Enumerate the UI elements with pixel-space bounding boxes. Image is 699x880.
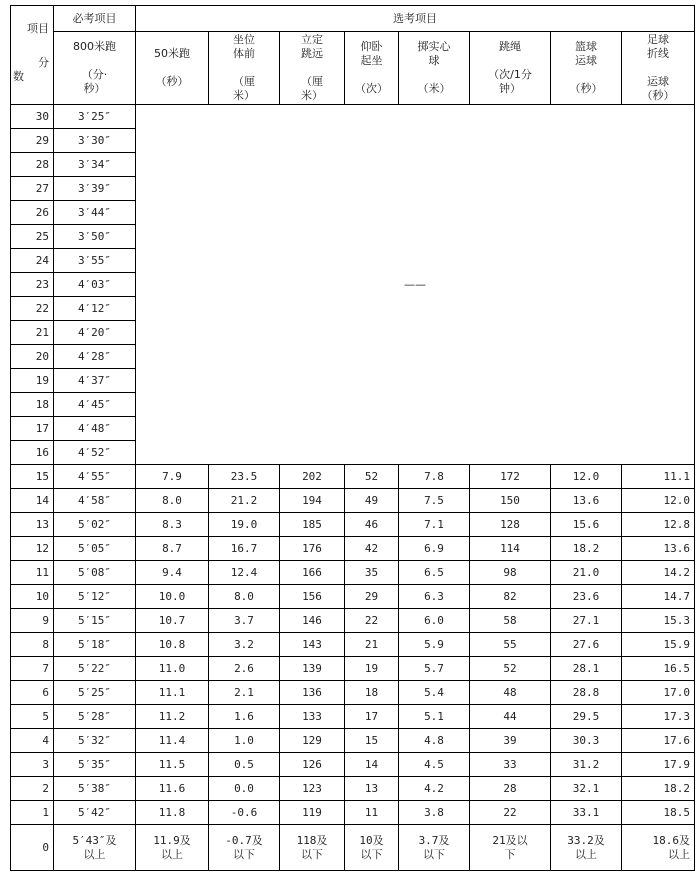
- run800-cell: 3′30″: [54, 129, 136, 153]
- table-row: [11, 489, 695, 513]
- value-cell: 5.1: [399, 705, 470, 729]
- value-cell: 23.5: [209, 465, 280, 489]
- score-cell: 19: [11, 369, 54, 393]
- value-cell: 14: [345, 753, 399, 777]
- score-cell: 26: [11, 201, 54, 225]
- value-cell: 11.5: [136, 753, 209, 777]
- value-cell: 22: [470, 801, 551, 825]
- value-cell: 7.1: [399, 513, 470, 537]
- value-cell: 13.6: [551, 489, 622, 513]
- value-cell: 14.2: [622, 561, 695, 585]
- score-cell: 14: [11, 489, 54, 513]
- column-header: 仰卧 起坐 （次）: [345, 32, 399, 105]
- column-header: 掷实心 球 （米）: [399, 32, 470, 105]
- value-cell: 13.6: [622, 537, 695, 561]
- value-cell: 7.9: [136, 465, 209, 489]
- value-cell: 8.3: [136, 513, 209, 537]
- value-cell: -0.6: [209, 801, 280, 825]
- score-cell: 15: [11, 465, 54, 489]
- table-row: [11, 513, 695, 537]
- value-cell: 12.0: [551, 465, 622, 489]
- score-cell: 18: [11, 393, 54, 417]
- run800-cell: 3′39″: [54, 177, 136, 201]
- column-header: 足球 折线 运球 （秒）: [622, 32, 695, 105]
- run800-cell: 5′38″: [54, 777, 136, 801]
- run800-cell: 5′12″: [54, 585, 136, 609]
- run800-cell: 4′45″: [54, 393, 136, 417]
- run800-cell: 5′43″及 以上: [54, 825, 136, 871]
- column-header: 篮球 运球 （秒）: [551, 32, 622, 105]
- score-cell: 2: [11, 777, 54, 801]
- value-cell: 17.6: [622, 729, 695, 753]
- value-cell: 58: [470, 609, 551, 633]
- table-row: [11, 729, 695, 753]
- value-cell: 29.5: [551, 705, 622, 729]
- value-cell: 114: [470, 537, 551, 561]
- score-cell: 5: [11, 705, 54, 729]
- value-cell: 5.7: [399, 657, 470, 681]
- value-cell: 118及 以下: [280, 825, 345, 871]
- score-cell: 4: [11, 729, 54, 753]
- run800-cell: 5′02″: [54, 513, 136, 537]
- score-cell: 21: [11, 321, 54, 345]
- value-cell: 133: [280, 705, 345, 729]
- value-cell: 185: [280, 513, 345, 537]
- value-cell: 4.5: [399, 753, 470, 777]
- value-cell: 15.6: [551, 513, 622, 537]
- value-cell: 3.7: [209, 609, 280, 633]
- table-row: [11, 777, 695, 801]
- value-cell: 194: [280, 489, 345, 513]
- value-cell: 0.5: [209, 753, 280, 777]
- run800-cell: 5′25″: [54, 681, 136, 705]
- value-cell: 6.0: [399, 609, 470, 633]
- value-cell: 12.0: [622, 489, 695, 513]
- run800-cell: 3′55″: [54, 249, 136, 273]
- run800-cell: 3′44″: [54, 201, 136, 225]
- value-cell: 28.1: [551, 657, 622, 681]
- value-cell: 18.5: [622, 801, 695, 825]
- value-cell: 11.6: [136, 777, 209, 801]
- not-applicable-cell: [136, 105, 695, 465]
- table-row: [11, 609, 695, 633]
- table-row: [11, 105, 695, 129]
- value-cell: 8.0: [136, 489, 209, 513]
- value-cell: 42: [345, 537, 399, 561]
- column-header: 800米跑 （分· 秒）: [54, 32, 136, 105]
- value-cell: 5.9: [399, 633, 470, 657]
- value-cell: 33.1: [551, 801, 622, 825]
- value-cell: 126: [280, 753, 345, 777]
- table-row: [11, 465, 695, 489]
- value-cell: 11.9及 以上: [136, 825, 209, 871]
- value-cell: 82: [470, 585, 551, 609]
- value-cell: 21及以 下: [470, 825, 551, 871]
- scoring-table: [10, 5, 695, 871]
- value-cell: 139: [280, 657, 345, 681]
- value-cell: 123: [280, 777, 345, 801]
- value-cell: 119: [280, 801, 345, 825]
- score-cell: 6: [11, 681, 54, 705]
- value-cell: 48: [470, 681, 551, 705]
- value-cell: 10.7: [136, 609, 209, 633]
- score-cell: 3: [11, 753, 54, 777]
- value-cell: 21.2: [209, 489, 280, 513]
- run800-cell: 4′52″: [54, 441, 136, 465]
- value-cell: 18.6及 以上: [622, 825, 695, 871]
- column-header: 立定 跳远 （厘 米）: [280, 32, 345, 105]
- value-cell: 4.2: [399, 777, 470, 801]
- value-cell: 9.4: [136, 561, 209, 585]
- run800-cell: 5′15″: [54, 609, 136, 633]
- value-cell: 46: [345, 513, 399, 537]
- value-cell: 31.2: [551, 753, 622, 777]
- value-cell: 23.6: [551, 585, 622, 609]
- value-cell: 1.6: [209, 705, 280, 729]
- optional-group-header: 选考项目: [136, 6, 695, 32]
- value-cell: 13: [345, 777, 399, 801]
- value-cell: 5.4: [399, 681, 470, 705]
- run800-cell: 4′20″: [54, 321, 136, 345]
- value-cell: 128: [470, 513, 551, 537]
- run800-cell: 4′55″: [54, 465, 136, 489]
- value-cell: 18.2: [551, 537, 622, 561]
- column-header: 50米跑 （秒）: [136, 32, 209, 105]
- value-cell: 19: [345, 657, 399, 681]
- run800-cell: 5′18″: [54, 633, 136, 657]
- table-row: [11, 633, 695, 657]
- value-cell: 18: [345, 681, 399, 705]
- column-header: 坐位 体前 （厘 米）: [209, 32, 280, 105]
- value-cell: 52: [470, 657, 551, 681]
- value-cell: 11.1: [136, 681, 209, 705]
- value-cell: 7.5: [399, 489, 470, 513]
- value-cell: 19.0: [209, 513, 280, 537]
- value-cell: 3.7及 以下: [399, 825, 470, 871]
- value-cell: 0.0: [209, 777, 280, 801]
- value-cell: 28.8: [551, 681, 622, 705]
- value-cell: 52: [345, 465, 399, 489]
- value-cell: 49: [345, 489, 399, 513]
- run800-cell: 4′37″: [54, 369, 136, 393]
- value-cell: 12.4: [209, 561, 280, 585]
- value-cell: 12.8: [622, 513, 695, 537]
- value-cell: 29: [345, 585, 399, 609]
- score-cell: 9: [11, 609, 54, 633]
- value-cell: 8.7: [136, 537, 209, 561]
- score-cell: 24: [11, 249, 54, 273]
- score-cell: 20: [11, 345, 54, 369]
- value-cell: 39: [470, 729, 551, 753]
- value-cell: 8.0: [209, 585, 280, 609]
- value-cell: 17: [345, 705, 399, 729]
- value-cell: 17.3: [622, 705, 695, 729]
- run800-cell: 3′25″: [54, 105, 136, 129]
- value-cell: 172: [470, 465, 551, 489]
- value-cell: 17.9: [622, 753, 695, 777]
- score-cell: 7: [11, 657, 54, 681]
- run800-cell: 4′48″: [54, 417, 136, 441]
- run800-cell: 5′22″: [54, 657, 136, 681]
- value-cell: 146: [280, 609, 345, 633]
- run800-cell: 4′03″: [54, 273, 136, 297]
- value-cell: 2.1: [209, 681, 280, 705]
- value-cell: 6.5: [399, 561, 470, 585]
- table-row: [11, 585, 695, 609]
- column-header: 跳绳 （次/1分 钟）: [470, 32, 551, 105]
- value-cell: 17.0: [622, 681, 695, 705]
- score-cell: 16: [11, 441, 54, 465]
- value-cell: 11: [345, 801, 399, 825]
- required-group-header: 必考项目: [54, 6, 136, 32]
- run800-cell: 4′28″: [54, 345, 136, 369]
- score-cell: 22: [11, 297, 54, 321]
- value-cell: 15.9: [622, 633, 695, 657]
- value-cell: 14.7: [622, 585, 695, 609]
- value-cell: 33.2及 以上: [551, 825, 622, 871]
- run800-cell: 4′58″: [54, 489, 136, 513]
- value-cell: 15.3: [622, 609, 695, 633]
- run800-cell: 5′42″: [54, 801, 136, 825]
- score-cell: 12: [11, 537, 54, 561]
- table-row: [11, 825, 695, 871]
- score-cell: 8: [11, 633, 54, 657]
- run800-cell: 3′50″: [54, 225, 136, 249]
- value-cell: 11.1: [622, 465, 695, 489]
- run800-cell: 5′05″: [54, 537, 136, 561]
- value-cell: 11.2: [136, 705, 209, 729]
- score-cell: 23: [11, 273, 54, 297]
- run800-cell: 5′32″: [54, 729, 136, 753]
- run800-cell: 5′28″: [54, 705, 136, 729]
- value-cell: 156: [280, 585, 345, 609]
- value-cell: 33: [470, 753, 551, 777]
- table-row: [11, 681, 695, 705]
- value-cell: 11.8: [136, 801, 209, 825]
- value-cell: 2.6: [209, 657, 280, 681]
- value-cell: 6.9: [399, 537, 470, 561]
- value-cell: 15: [345, 729, 399, 753]
- value-cell: 16.5: [622, 657, 695, 681]
- value-cell: 129: [280, 729, 345, 753]
- score-cell: 28: [11, 153, 54, 177]
- score-cell: 10: [11, 585, 54, 609]
- value-cell: 16.7: [209, 537, 280, 561]
- value-cell: 98: [470, 561, 551, 585]
- score-cell: 27: [11, 177, 54, 201]
- value-cell: 1.0: [209, 729, 280, 753]
- table-row: [11, 801, 695, 825]
- value-cell: 30.3: [551, 729, 622, 753]
- value-cell: 176: [280, 537, 345, 561]
- value-cell: 11.0: [136, 657, 209, 681]
- score-cell: 13: [11, 513, 54, 537]
- run800-cell: 4′12″: [54, 297, 136, 321]
- value-cell: 10.8: [136, 633, 209, 657]
- value-cell: 22: [345, 609, 399, 633]
- corner-item-label: 项目: [27, 22, 49, 35]
- score-cell: 29: [11, 129, 54, 153]
- value-cell: 44: [470, 705, 551, 729]
- value-cell: 27.6: [551, 633, 622, 657]
- value-cell: 21: [345, 633, 399, 657]
- run800-cell: 3′34″: [54, 153, 136, 177]
- value-cell: 11.4: [136, 729, 209, 753]
- table-row: [11, 753, 695, 777]
- value-cell: 10及 以下: [345, 825, 399, 871]
- score-cell: 0: [11, 825, 54, 871]
- value-cell: 10.0: [136, 585, 209, 609]
- table-row: [11, 705, 695, 729]
- value-cell: 35: [345, 561, 399, 585]
- value-cell: -0.7及 以下: [209, 825, 280, 871]
- score-cell: 1: [11, 801, 54, 825]
- value-cell: 150: [470, 489, 551, 513]
- score-cell: 11: [11, 561, 54, 585]
- table-row: [11, 537, 695, 561]
- value-cell: 21.0: [551, 561, 622, 585]
- value-cell: 4.8: [399, 729, 470, 753]
- score-cell: 25: [11, 225, 54, 249]
- corner-header: [11, 6, 54, 105]
- run800-cell: 5′08″: [54, 561, 136, 585]
- value-cell: 143: [280, 633, 345, 657]
- value-cell: 55: [470, 633, 551, 657]
- value-cell: 166: [280, 561, 345, 585]
- corner-score-label-2: 数: [13, 70, 24, 83]
- value-cell: 27.1: [551, 609, 622, 633]
- value-cell: 202: [280, 465, 345, 489]
- table-row: [11, 561, 695, 585]
- value-cell: 6.3: [399, 585, 470, 609]
- table-row: [11, 657, 695, 681]
- dash-placeholder: ——: [404, 277, 426, 291]
- score-cell: 17: [11, 417, 54, 441]
- corner-score-label: 分: [38, 56, 49, 69]
- run800-cell: 5′35″: [54, 753, 136, 777]
- value-cell: 28: [470, 777, 551, 801]
- value-cell: 3.2: [209, 633, 280, 657]
- value-cell: 7.8: [399, 465, 470, 489]
- value-cell: 32.1: [551, 777, 622, 801]
- value-cell: 18.2: [622, 777, 695, 801]
- value-cell: 3.8: [399, 801, 470, 825]
- value-cell: 136: [280, 681, 345, 705]
- score-cell: 30: [11, 105, 54, 129]
